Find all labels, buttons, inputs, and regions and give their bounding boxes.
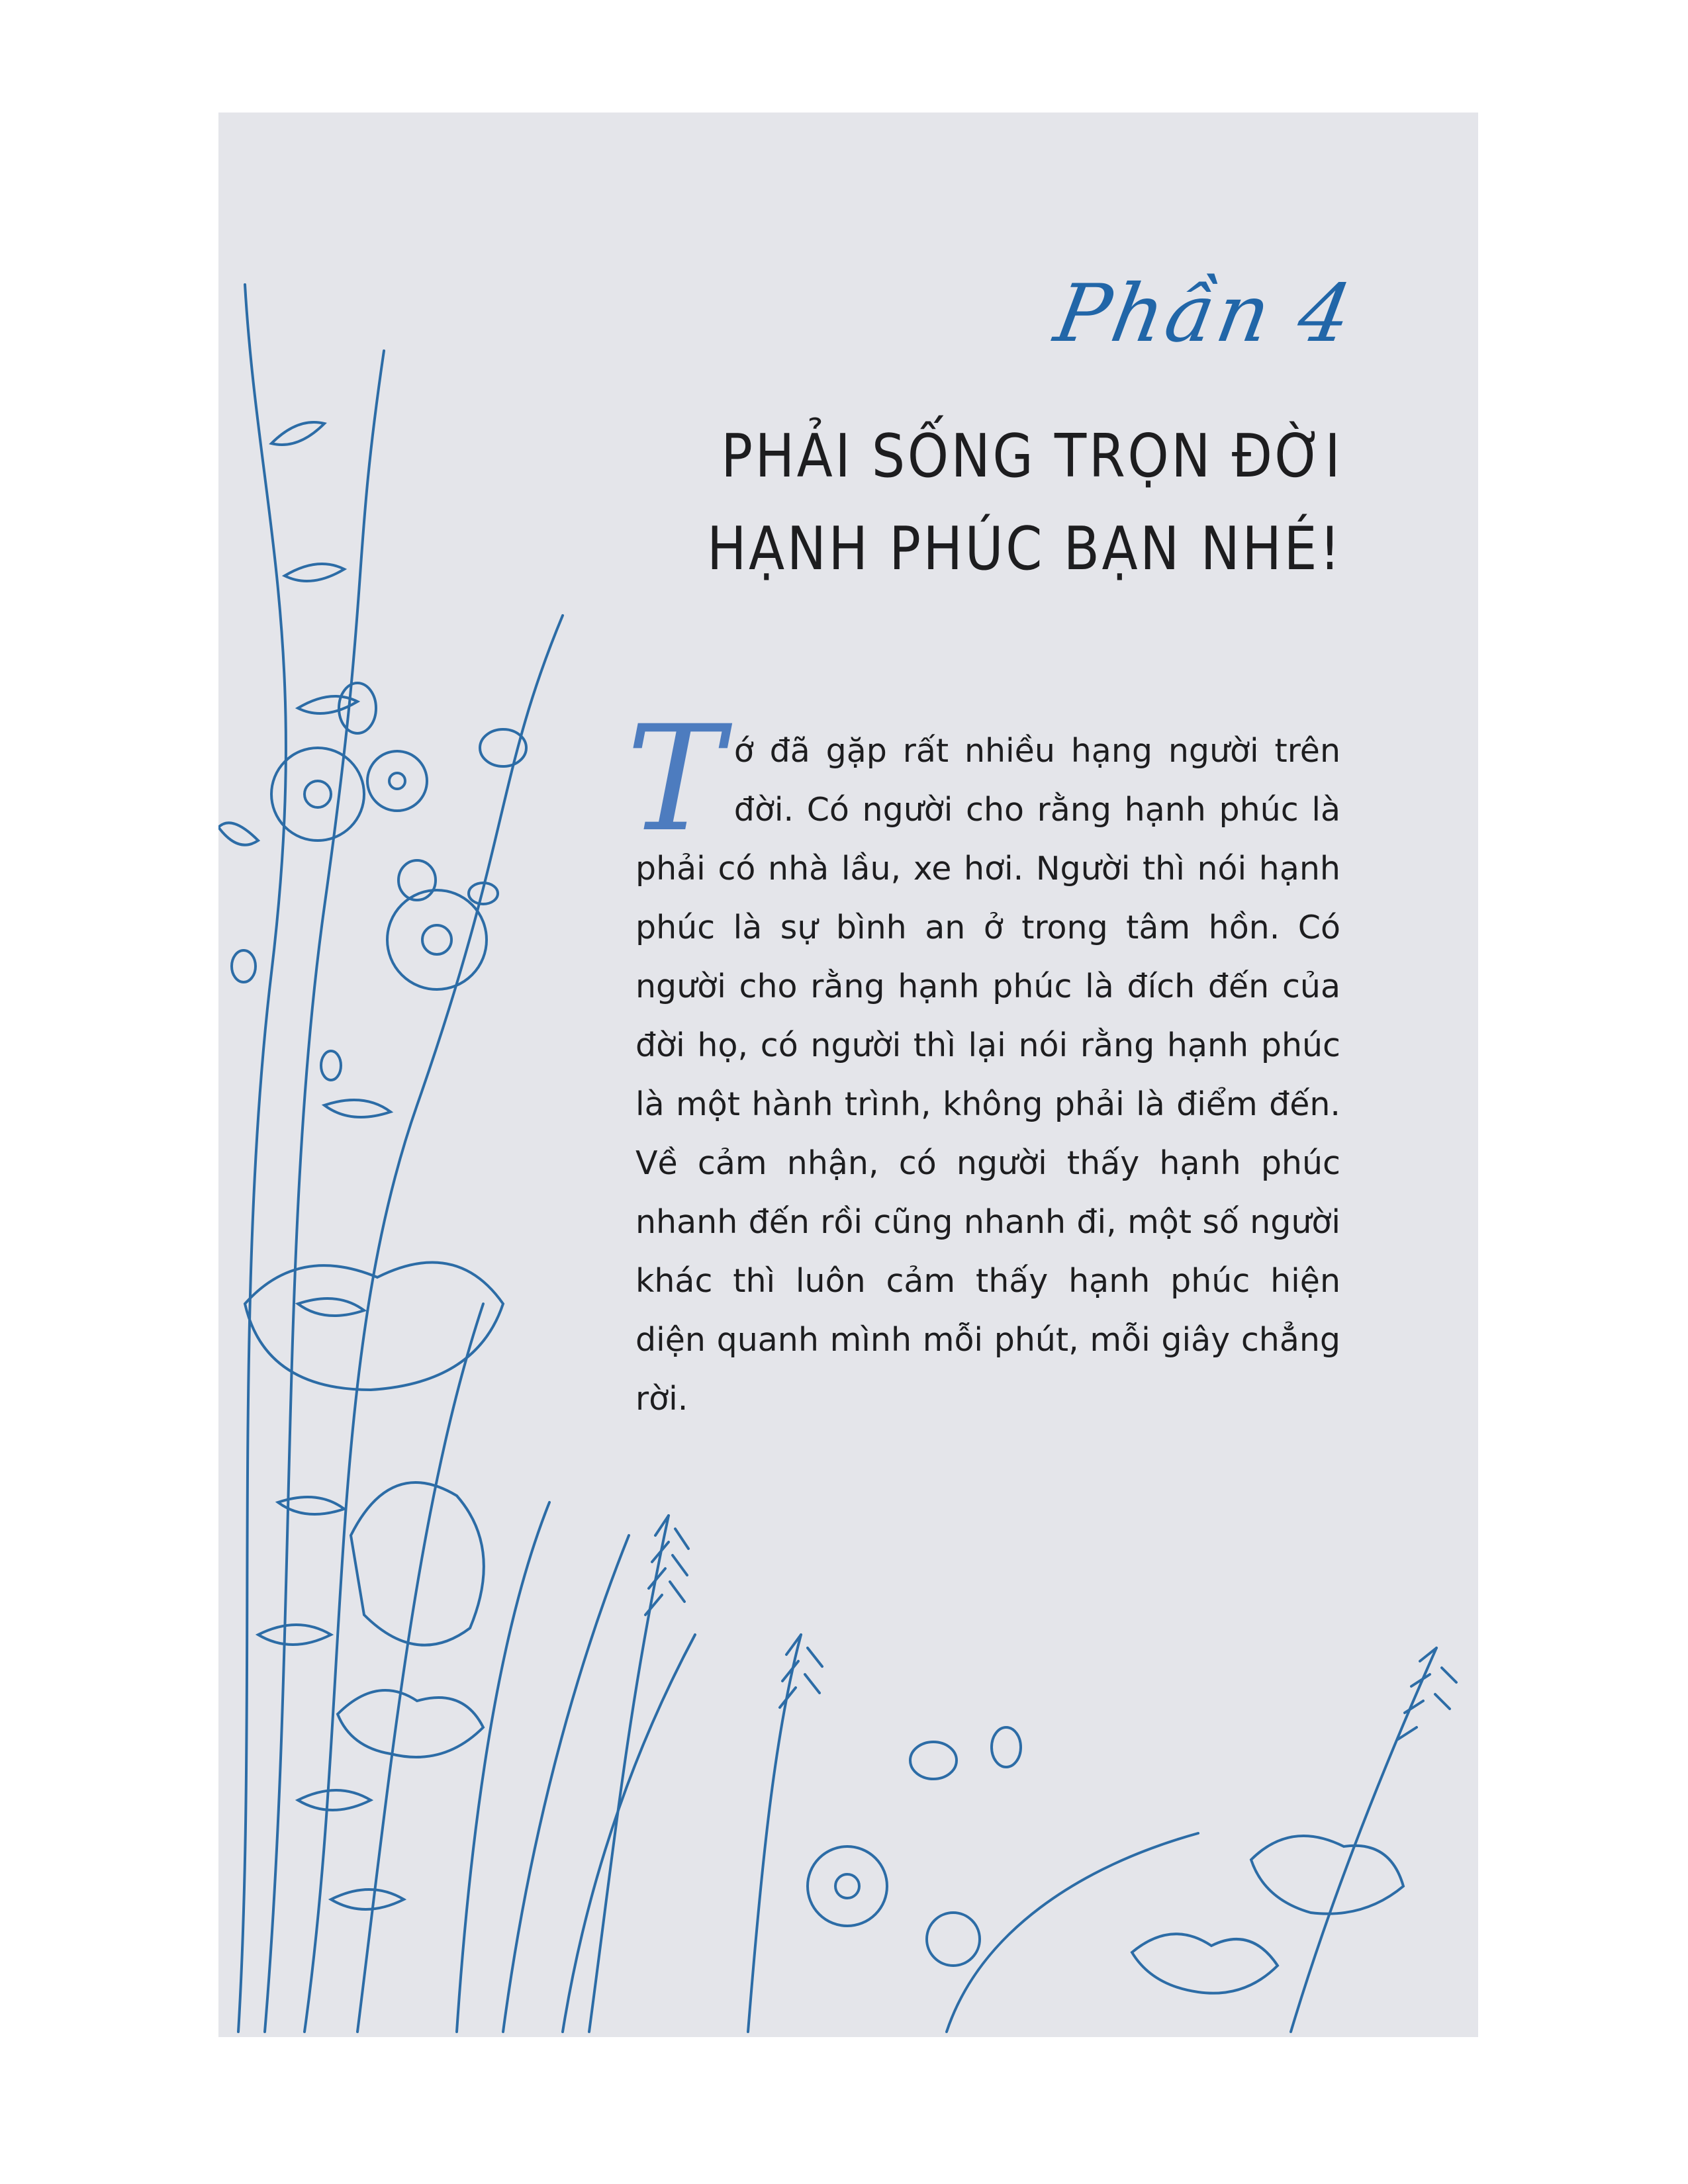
book-page: [218, 113, 1478, 2037]
chapter-title-line-2: HẠNH PHÚC BẠN NHÉ!: [706, 514, 1342, 584]
body-paragraph: [626, 694, 1340, 1428]
chapter-title-line-1: PHẢI SỐNG TRỌN ĐỜI: [720, 422, 1342, 491]
body-text: ớ đã gặp rất nhiều hạng người trên đời. Có người cho rằng hạnh phúc là phải có nhà lầu, xe hơi. Người thì nói hạnh phúc là sự bình an ở trong tâm hồn. Có người cho rằng hạnh phúc là đích đến của đời họ, có người thì lại nói rằng hạnh phúc là một hành trình, không phải là điểm đến. Về cảm nhận, có người thấy hạnh phúc nhanh đến rồi cũng nhanh đi, một số người khác thì luôn cảm thấy hạnh phúc hiện diện quanh mình mỗi phút, mỗi giây chẳng rời.: [635, 732, 1340, 1418]
part-label: Phần 4: [1048, 268, 1361, 360]
drop-cap: T: [626, 694, 724, 864]
chapter-title: [707, 410, 1342, 596]
